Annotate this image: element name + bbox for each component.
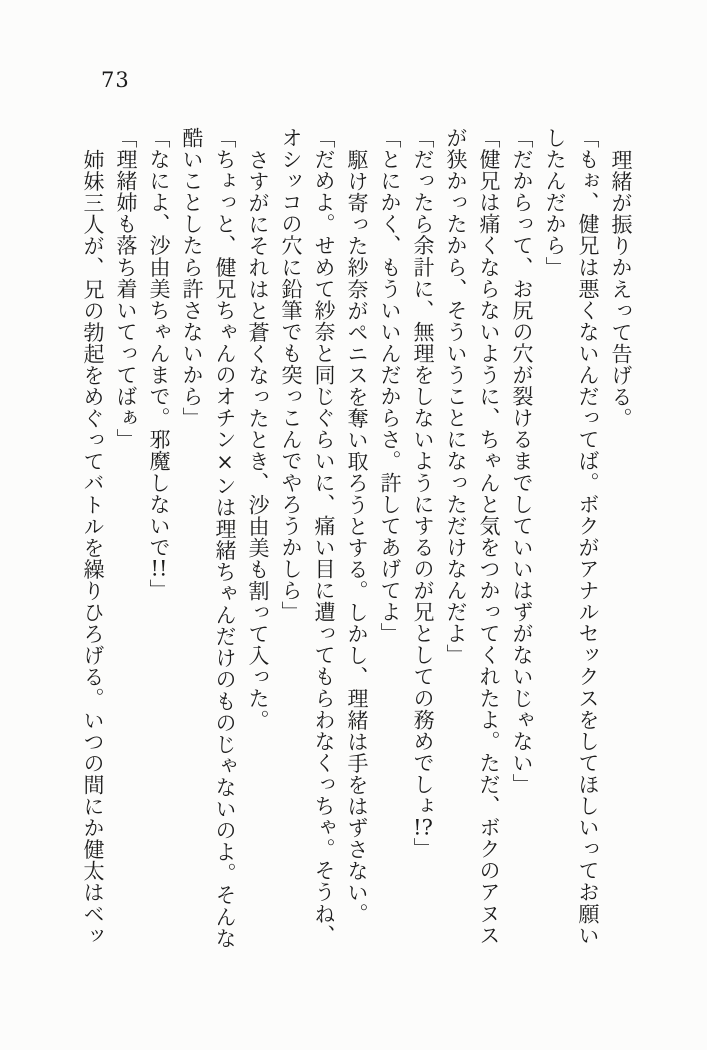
text-line: 酷いことしたら許さないから」 bbox=[180, 127, 204, 429]
text-line: が狭かったから、そういうことになっただけなんだよ」 bbox=[444, 127, 468, 666]
text-line: 姉妹三人が、兄の勃起をめぐってバトルを繰りひろげる。いつの間にか健太はベッ bbox=[81, 148, 105, 946]
text-line: 駆け寄った紗奈がペニスを奪い取ろうとする。しかし、理緒は手をはずさない。 bbox=[345, 148, 369, 925]
text-line: 「もぉ、健兄は悪くないんだってば。ボクがアナルセックスをしてほしいってお願い bbox=[576, 127, 600, 946]
text-line: したんだから」 bbox=[543, 127, 567, 278]
page-number: 73 bbox=[101, 68, 130, 92]
text-line: 理緒が振りかえって告げる。 bbox=[609, 148, 633, 429]
text-line: 「ちょっと、健兄ちゃんのオチン×ンは理緒ちゃんだけのものじゃないのよ。そんな bbox=[213, 127, 237, 949]
tatechuyoko: !? bbox=[413, 816, 433, 838]
text-line: 「だめよ。せめて紗奈と同じぐらいに、痛い目に遭ってもらわなくっちゃ。そうね、 bbox=[312, 127, 336, 946]
text-line: 「なによ、沙由美ちゃんまで。邪魔しないで!!」 bbox=[147, 127, 171, 601]
text-columns bbox=[76, 127, 637, 950]
text-line: オシッコの穴に鉛筆でも突っこんでやろうかしら」 bbox=[279, 127, 303, 623]
text-line: 「健兄は痛くならないように、ちゃんと気をつかってくれたよ。ただ、ボクのアヌス bbox=[477, 127, 501, 946]
text-line: さすがにそれはと蒼くなったとき、沙由美も割って入った。 bbox=[246, 148, 270, 731]
text-line: 「だからって、お尻の穴が裂けるまでしていいはずがないじゃない」 bbox=[510, 127, 534, 796]
text-line: 「だったら余計に、無理をしないようにするのが兄としての務めでしょ!?」 bbox=[411, 127, 435, 860]
text-line: 「とにかく、もういいんだからさ。許してあげてよ」 bbox=[378, 127, 402, 645]
tatechuyoko: !! bbox=[150, 558, 168, 579]
text-line: 「理緒姉も落ち着いてってばぁ」 bbox=[114, 127, 138, 451]
